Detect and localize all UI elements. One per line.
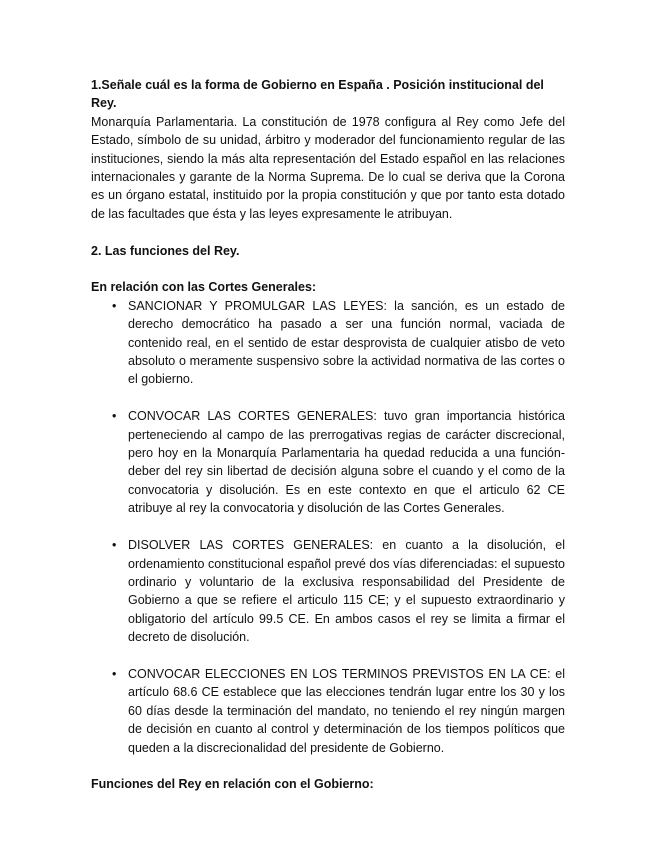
gobierno-subheading: Funciones del Rey en relación con el Gobierno:	[91, 777, 374, 792]
list-item	[91, 297, 565, 389]
functions-list	[91, 297, 565, 757]
list-item	[91, 665, 565, 757]
bullet-icon: •	[112, 409, 117, 424]
list-item-text: CONVOCAR ELECCIONES EN LOS TERMINOS PREVISTOS EN LA CE: el artículo 68.6 CE establece que las elecciones tendrán lugar entre los 30 y los 60 días desde la terminación del mandato, no teniendo el rey ningún margen de decisión en cuanto al control y determinación de los tiempos políticos que queden a la discrecionalidad del presidente de Gobierno.	[128, 666, 565, 755]
bullet-icon: •	[112, 298, 117, 313]
list-item-text: DISOLVER LAS CORTES GENERALES: en cuanto a la disolución, el ordenamiento constitucional español prevé dos vías diferenciadas: el supuesto ordinario y voluntario de la exclusiva responsabilidad del Presidente de Gobierno a que se refiere el articulo 115 CE; y el supuesto extraordinario y obligatorio del artículo 99.5 CE. En ambos casos el rey se limita a firmar el decreto de disolución.	[128, 538, 565, 645]
section2-heading: 2. Las funciones del Rey.	[91, 243, 240, 258]
list-item-text: CONVOCAR LAS CORTES GENERALES: tuvo gran importancia histórica perteneciendo al campo de las prerrogativas regias de carácter discrecional, pero hoy en la Monarquía Parlamentaria ha quedad reducida a una función-deber del rey sin libertad de decisión alguna sobre el cuando y el como de la convocatoria y disolución. Es en este contexto en que el articulo 62 CE atribuye al rey la convocatoria y disolución de las Cortes Generales.	[128, 409, 565, 516]
section1-body: Monarquía Parlamentaria. La constitución de 1978 configura al Rey como Jefe del Estado, símbolo de su unidad, árbitro y moderador del funcionamiento regular de las instituciones, siendo la más alta representación del Estado español en las relaciones internacionales y garante de la Norma Suprema. De lo cual se deriva que la Corona es un órgano estatal, instituido por la propia constitución y que por tanto esta dotado de las facultades que ésta y las leyes expresamente le atribuyan.	[91, 114, 565, 221]
bullet-icon: •	[112, 666, 117, 681]
list-item	[91, 536, 565, 646]
section1-heading: 1.Señale cuál es la forma de Gobierno en España . Posición institucional del Rey.	[91, 78, 544, 111]
bullet-icon: •	[112, 538, 117, 553]
document-page	[91, 76, 565, 794]
list-item-text: SANCIONAR Y PROMULGAR LAS LEYES: la sanción, es un estado de derecho democrático ha pasado a ser una función normal, vaciada de contenido real, en el sentido de estar desprovista de cualquier atisbo de veto absoluto o meramente suspensivo sobre la actividad normativa de las cortes o el gobierno.	[128, 298, 565, 387]
spacer	[91, 260, 565, 278]
spacer	[91, 223, 565, 241]
cortes-subheading: En relación con las Cortes Generales:	[91, 280, 317, 295]
list-item	[91, 407, 565, 517]
